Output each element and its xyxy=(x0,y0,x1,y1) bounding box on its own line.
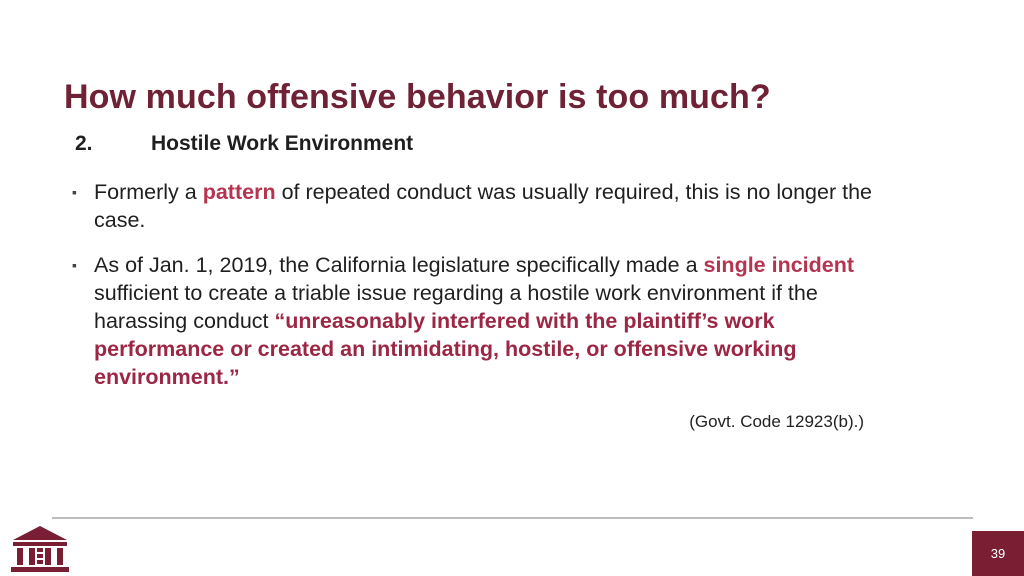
section-number: 2. xyxy=(75,132,93,155)
highlighted-term: single incident xyxy=(703,253,855,277)
bullet-text: of repeated conduct was usually required, this is no longer the case. xyxy=(94,180,872,232)
courthouse-logo-icon xyxy=(10,524,70,574)
slide-title: How much offensive behavior is too much? xyxy=(64,78,771,116)
bullet-text: Formerly a xyxy=(94,180,203,204)
bullet-text: sufficient to create a triable issue regarding a hostile work environment if the harassing conduct xyxy=(94,281,818,333)
section-heading xyxy=(75,132,413,156)
page-number: 39 xyxy=(990,546,1006,561)
bullet-item xyxy=(72,251,872,391)
statute-quote: “unreasonably interfered with the plaintiff’s work performance or created an intimidating, hostile, or offensive working environment.” xyxy=(94,309,797,389)
bullet-text: As of Jan. 1, 2019, the California legislature specifically made a xyxy=(94,253,704,277)
highlighted-term: pattern xyxy=(202,180,276,204)
bullet-list xyxy=(72,178,872,408)
square-bullet-icon: ▪ xyxy=(72,257,77,273)
page-number-badge xyxy=(972,531,1024,576)
square-bullet-icon: ▪ xyxy=(72,184,77,200)
citation: (Govt. Code 12923(b).) xyxy=(689,412,864,431)
bullet-item xyxy=(72,178,872,234)
section-title: Hostile Work Environment xyxy=(151,132,414,155)
footer-divider xyxy=(52,517,973,519)
